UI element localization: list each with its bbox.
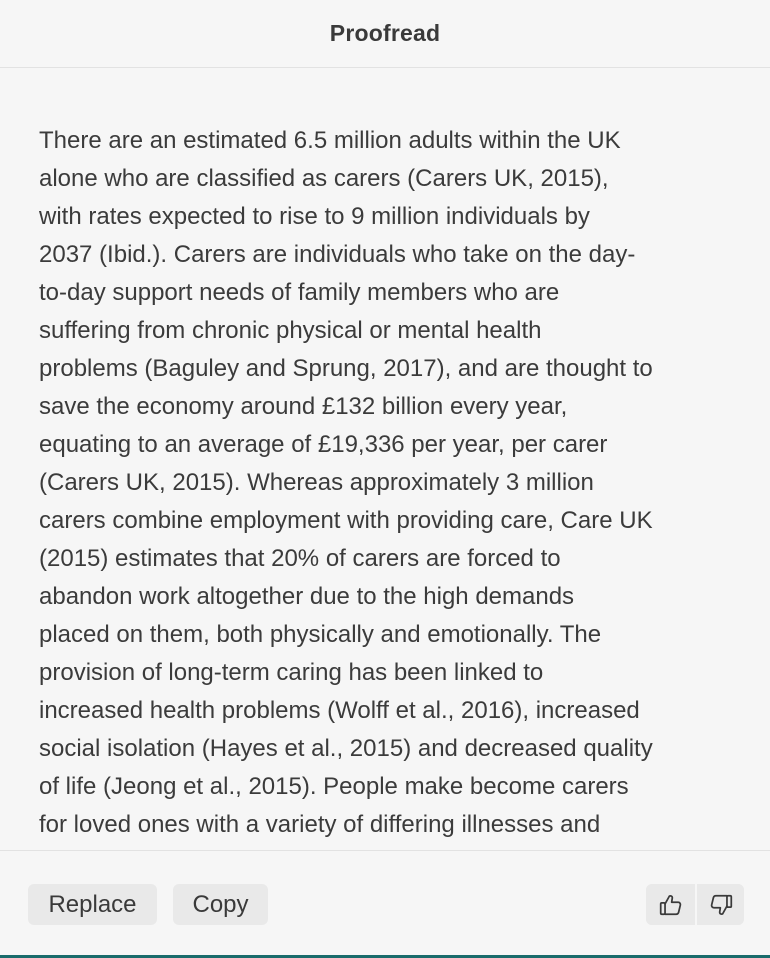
text-line: (2015) estimates that 20% of carers are forced to — [39, 545, 561, 572]
text-line: There are an estimated 6.5 million adults within the UK — [39, 127, 621, 154]
text-line: abandon work altogether due to the high demands — [39, 583, 575, 610]
text-line: to-day support needs of family members who are — [39, 279, 560, 306]
text-line: provision of long-term caring has been linked to — [39, 659, 544, 686]
text-line: equating to an average of £19,336 per year, per carer — [39, 431, 608, 458]
thumbs-up-button[interactable] — [646, 884, 695, 925]
text-line: 2037 (Ibid.). Carers are individuals who take on the day- — [39, 241, 636, 268]
thumbs-down-icon — [708, 892, 734, 918]
text-line: (Carers UK, 2015). Whereas approximately 3 million — [39, 469, 594, 496]
panel-title: Proofread — [329, 20, 441, 46]
text-line: placed on them, both physically and emotionally. The — [39, 621, 602, 648]
text-line: carers combine employment with providing care, Care UK — [39, 507, 653, 534]
text-line: problems (Baguley and Sprung, 2017), and are thought to — [39, 355, 653, 382]
text-line: for loved ones with a variety of differing illnesses and — [39, 811, 601, 838]
text-line: increased health problems (Wolff et al., 2016), increased — [39, 697, 640, 724]
proofread-result-area[interactable] — [0, 69, 770, 850]
thumbs-down-button[interactable] — [695, 884, 744, 925]
panel-footer — [0, 850, 770, 955]
proofread-text — [39, 122, 739, 844]
thumbs-up-icon — [658, 892, 684, 918]
text-line: alone who are classified as carers (Carers UK, 2015), — [39, 165, 609, 192]
feedback-buttons — [646, 884, 744, 925]
replace-button[interactable]: Replace — [28, 884, 157, 925]
text-line: social isolation (Hayes et al., 2015) and decreased quality — [39, 735, 653, 762]
text-line: save the economy around £132 billion every year, — [39, 393, 568, 420]
copy-button[interactable]: Copy — [173, 884, 268, 925]
panel-header — [0, 0, 770, 68]
text-line: of life (Jeong et al., 2015). People make become carers — [39, 773, 629, 800]
text-line: suffering from chronic physical or mental health — [39, 317, 542, 344]
text-line: with rates expected to rise to 9 million individuals by — [39, 203, 590, 230]
